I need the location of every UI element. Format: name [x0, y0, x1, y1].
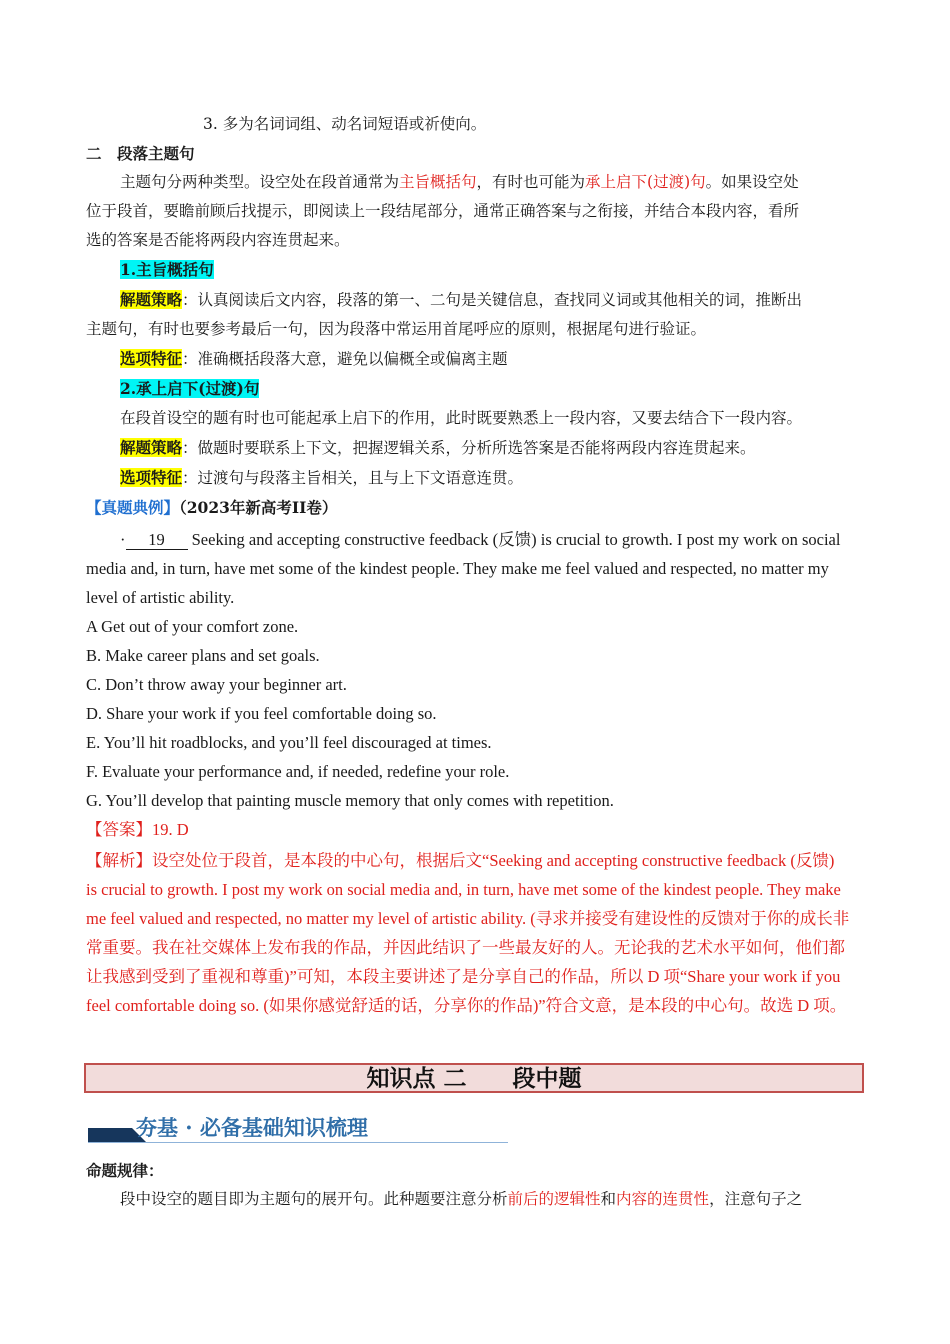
answer: 【答案】19. D [86, 820, 189, 839]
highlight-text: 内容的连贯性 [616, 1190, 710, 1208]
strategy-label: 解题策略 [120, 438, 183, 457]
subheading-text: 1.主旨概括句 [120, 260, 214, 279]
paragraph-line: 在段首设空的题有时也可能起承上启下的作用，此时既要熟悉上一段内容，又要去结合下一段内容。 [120, 409, 803, 427]
option-g: G. You’ll develop that painting muscle memory that only comes with repetition. [86, 791, 614, 810]
bottom-section [86, 1156, 866, 1214]
paragraph-line [86, 168, 866, 197]
paragraph-line [86, 463, 866, 493]
section-banner [88, 1112, 508, 1146]
option-b: B. Make career plans and set goals. [86, 646, 320, 665]
feature-label: 选项特征 [120, 349, 183, 368]
text: 段中设空的题目即为主题句的展开句。此种题要注意分析 [120, 1190, 508, 1208]
banner-bar-decoration [88, 1128, 132, 1142]
list-item-3: 3. 多为名词词组、动名词短语或祈使向。 [203, 115, 487, 133]
text: ：做题时要联系上下文，把握逻辑关系，分析所选答案是否能将两段内容连贯起来。 [182, 439, 756, 457]
subheading-text: 2.承上启下(过渡)句 [120, 379, 260, 398]
bullet: · [120, 530, 126, 549]
example-label: 【真题典例】 [86, 498, 180, 517]
text: ：准确概括段落大意，避免以偏概全或偏离主题 [182, 350, 508, 368]
option-e: E. You’ll hit roadblocks, and you’ll feel discouraged at times. [86, 733, 492, 752]
text: 。如果设空处 [705, 173, 799, 191]
analysis-line: is crucial to growth. I post my work on social media and, in turn, have met some of the kindest people. They make [86, 880, 841, 899]
rule-label: 命题规律： [86, 1161, 164, 1180]
question-line: media and, in turn, have met some of the kindest people. They make me feel valued and respected, no matter my [86, 559, 829, 578]
paragraph-line [86, 285, 866, 315]
section-title: 二 段落主题句 [86, 144, 195, 163]
answer-blank: 19 [126, 531, 188, 550]
text: ：认真阅读后文内容，段落的第一、二句是关键信息，查找同义词或其他相关的词，推断出 [182, 291, 803, 309]
document-body [86, 110, 866, 1020]
analysis-line: me feel valued and respected, no matter my level of artistic ability. (寻求并接受有建设性的反馈对于你的成长非 [86, 909, 850, 928]
option-f: F. Evaluate your performance and, if needed, redefine your role. [86, 762, 510, 781]
highlight-text: 前后的逻辑性 [507, 1190, 601, 1208]
text: 和 [600, 1190, 617, 1208]
subheading [86, 255, 866, 285]
strategy-label: 解题策略 [120, 290, 183, 309]
paragraph-line: 主题句，有时也要参考最后一句，因为段落中常运用首尾呼应的原则，根据尾句进行验证。 [86, 320, 707, 338]
paragraph-line: 位于段首，要瞻前顾后找提示，即阅读上一段结尾部分，通常正确答案与之衔接，并结合本段内容，看所 [86, 202, 800, 220]
question-line: level of artistic ability. [86, 588, 235, 607]
highlight-text: 主旨概括句 [399, 173, 477, 191]
paragraph-line [86, 1185, 866, 1214]
analysis-line: 让我感到受到了重视和尊重)”可知，本段主要讲述了是分享自己的作品，所以 D 项“Share your work if you [86, 967, 841, 986]
option-c: C. Don’t throw away your beginner art. [86, 675, 347, 694]
text: ，注意句子之 [709, 1190, 803, 1208]
text: 主题句分两种类型。设空处在段首通常为 [120, 173, 400, 191]
paragraph-line: 选的答案是否能将两段内容连贯起来。 [86, 231, 350, 249]
option-d: D. Share your work if you feel comfortable doing so. [86, 704, 437, 723]
example-source: （2023年新高考II卷） [179, 498, 338, 517]
analysis-line: 常重要。我在社交媒体上发布我的作品，并因此结识了一些最友好的人。无论我的艺术水平如何，他们都 [86, 938, 845, 957]
subheading [86, 374, 866, 404]
highlight-text: 承上启下(过渡)句 [585, 173, 706, 191]
text: ，有时也可能为 [476, 173, 586, 191]
example-header [86, 493, 866, 523]
banner-rule [88, 1142, 508, 1143]
feature-label: 选项特征 [120, 468, 183, 487]
option-a: A Get out of your comfort zone. [86, 617, 299, 636]
text: ：过渡句与段落主旨相关，且与上下文语意连贯。 [182, 469, 524, 487]
paragraph-line [86, 433, 866, 463]
analysis-line: feel comfortable doing so. (如果你感觉舒适的话，分享你的作品)”符合文意，是本段的中心句。故选 D 项。 [86, 996, 847, 1015]
text: Seeking and accepting constructive feedback (反馈) is crucial to growth. I post my work on social [187, 530, 841, 549]
question-line [86, 525, 866, 554]
banner-title: 夯基 · 必备基础知识梳理 [136, 1115, 368, 1140]
paragraph-line [86, 344, 866, 374]
section-box-title: 知识点 二 段中题 [84, 1063, 864, 1093]
analysis-line: 【解析】设空处位于段首，是本段的中心句，根据后文“Seeking and accepting constructive feedback (反馈) [86, 851, 835, 870]
